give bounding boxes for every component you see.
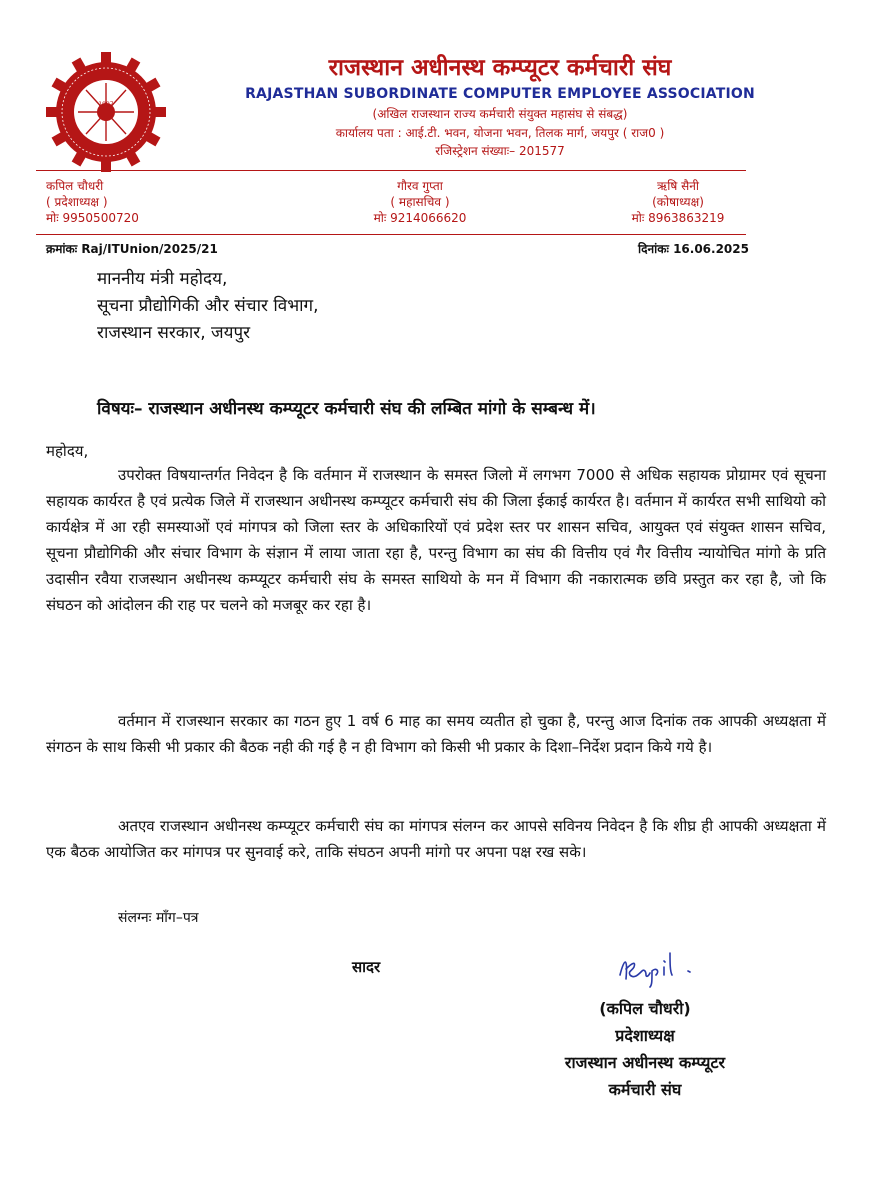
office-bearer-treasurer: [608, 178, 748, 226]
reference-number: क्रमांकः Raj/ITUnion/2025/21: [46, 242, 218, 256]
body-paragraph-1: उपरोक्त विषयान्तर्गत निवेदन है कि वर्तमान में राजस्थान के समस्त जिलो में लगभग 7000 से अधिक सहायक प्रोग्रामर एवं सूचना सहायक कार्यरत है एवं प्रत्येक जिले में राजस्थान अधीनस्थ कम्प्यूटर कर्मचारी संघ की जिला ईकाई कार्यरत है। वर्तमान में कार्यरत सभी साथियो को कार्यक्षेत्र में आ रही समस्याओं एवं मांगपत्र को जिला स्तर के अधिकारियों एवं प्रदेश स्तर पर शासन सचिव, आयुक्त एवं संयुक्त शासन सचिव, सूचना प्रौद्योगिकी और संचार विभाग के संज्ञान में लाया जाता रहा है, परन्तु विभाग का संघ की वित्तीय एवं गैर वित्तीय न्यायोचित मांगो के प्रति उदासीन रवैया राजस्थान अधीनस्थ कम्प्यूटर कर्मचारी संघ के समस्त साथियो के मन में विभाग की नकारात्मक छवि प्रस्तुत कर रहा है, जो कि संघठन को आंदोलन की राह पर चलने को मजबूर कर रहा है।: [46, 466, 826, 614]
signer-role: प्रदेशाध्यक्ष: [615, 1026, 675, 1045]
bearer-role: ( महासचिव ): [390, 195, 450, 209]
office-address: कार्यालय पता : आई.टी. भवन, योजना भवन, तिलक मार्ग, जयपुर ( राज0 ): [335, 126, 665, 140]
office-bearer-president: [46, 178, 246, 226]
enclosure-note: संलग्नः मॉंग–पत्र: [118, 910, 199, 926]
bearer-name: गौरव गुप्ता: [397, 179, 443, 193]
bearers-divider: [36, 234, 746, 235]
association-logo: [44, 50, 168, 174]
bearer-mobile: मोः 9950500720: [46, 211, 139, 225]
bearer-name: कपिल चौधरी: [46, 179, 104, 193]
closing-regards: सादर: [352, 958, 381, 976]
affiliation: (अखिल राजस्थान राज्य कर्मचारी संयुक्त महासंघ से संबद्ध): [372, 107, 628, 121]
subject-line: विषयः– राजस्थान अधीनस्थ कम्प्यूटर कर्मचारी संघ की लम्बित मांगो के सम्बन्ध में।: [97, 399, 596, 419]
registration-number: रजिस्ट्रेशन संख्याः– 201577: [435, 144, 565, 158]
handwritten-signature: [612, 945, 722, 989]
addressee-line: राजस्थान सरकार, जयपुर: [97, 323, 251, 343]
org-name-english: RAJASTHAN SUBORDINATE COMPUTER EMPLOYEE ASSOCIATION: [245, 86, 755, 102]
bearer-mobile: मोः 8963863219: [631, 211, 725, 225]
signer-org-line: कर्मचारी संघ: [608, 1080, 682, 1099]
bearer-role: (कोषाध्यक्ष): [652, 195, 704, 209]
signer-name: (कपिल चौधरी): [599, 999, 691, 1018]
addressee-block: [97, 266, 319, 347]
header-divider: [36, 170, 746, 171]
logo-year: 1997: [98, 101, 114, 108]
signer-block: [520, 995, 770, 1103]
bearer-mobile: मोः 9214066620: [373, 211, 467, 225]
addressee-line: सूचना प्रौद्योगिकी और संचार विभाग,: [97, 296, 319, 316]
bearer-role: ( प्रदेशाध्यक्ष ): [46, 195, 108, 209]
body-paragraph-3: अतएव राजस्थान अधीनस्थ कम्प्यूटर कर्मचारी संघ का मांगपत्र संलग्न कर आपसे सविनय निवेदन है कि शीघ्र ही आपकी अध्यक्षता में एक बैठक आयोजित कर मांगपत्र पर सुनवाई करे, ताकि संघठन अपनी मांगो पर अपना पक्ष रख सके।: [46, 817, 826, 861]
bearer-name: ऋषि सैनी: [657, 179, 699, 193]
org-name-hindi: राजस्थान अधीनस्थ कम्प्यूटर कर्मचारी संघ: [328, 55, 672, 81]
salutation: महोदय,: [46, 442, 89, 460]
body-paragraph-2: वर्तमान में राजस्थान सरकार का गठन हुए 1 वर्ष 6 माह का समय व्यतीत हो चुका है, परन्तु आज दिनांक तक आपकी अध्यक्षता में संगठन के साथ किसी भी प्रकार की बैठक नही की गई है न ही विभाग को किसी भी प्रकार के दिशा–निर्देश प्रदान किये गये है।: [46, 712, 826, 756]
office-bearer-secretary: [340, 178, 500, 226]
addressee-line: माननीय मंत्री महोदय,: [97, 269, 228, 289]
letter-date: दिनांकः 16.06.2025: [638, 242, 749, 256]
signer-org-line: राजस्थान अधीनस्थ कम्प्यूटर: [564, 1053, 726, 1072]
